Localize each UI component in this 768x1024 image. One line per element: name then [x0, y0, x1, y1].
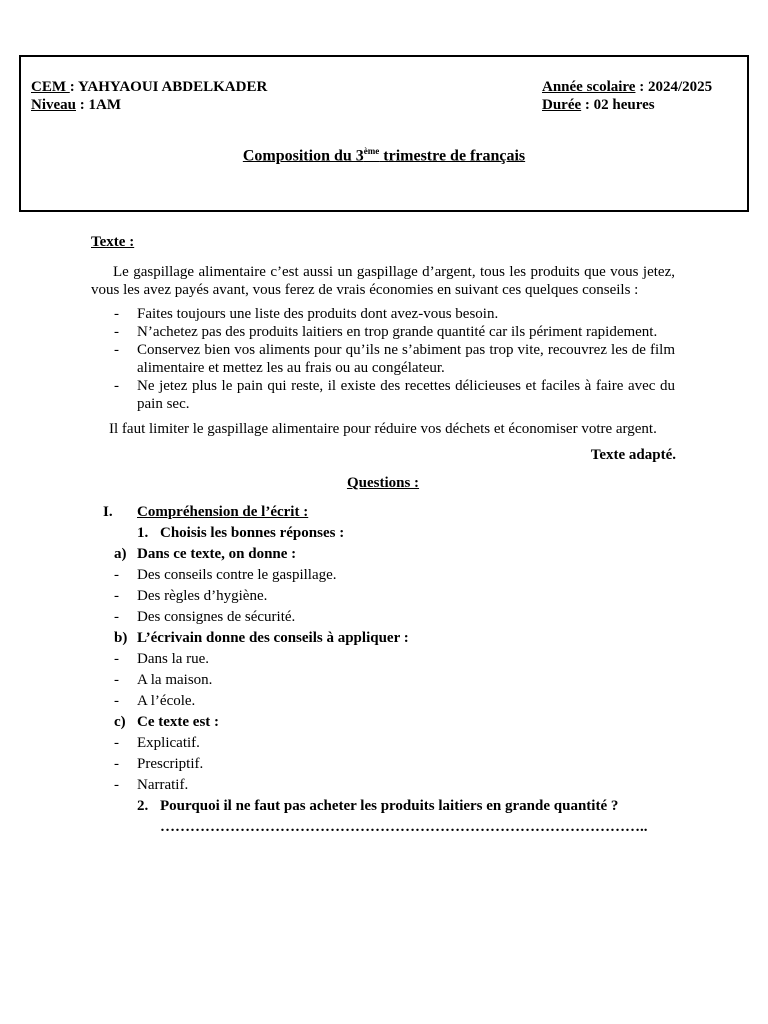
option-item: - Des consignes de sécurité. — [91, 607, 675, 628]
option-item: - A l’école. — [91, 691, 675, 712]
list-item: - Ne jetez plus le pain qui reste, il existe des recettes délicieuses et faciles à faire avec du pain sec. — [91, 377, 675, 413]
option-text: Prescriptif. — [137, 756, 204, 772]
list-item: - N’achetez pas des produits laitiers en trop grande quantité car ils périment rapidement. — [91, 323, 675, 341]
option-item: - Des règles d’hygiène. — [91, 586, 675, 607]
niveau-line — [31, 96, 267, 114]
texte-label: Texte : — [91, 234, 135, 250]
duree-label: Durée — [542, 97, 582, 113]
option-item: - Dans la rue. — [91, 649, 675, 670]
q1-number: 1. — [137, 525, 149, 541]
header-right — [542, 78, 712, 114]
option-text: Des consignes de sécurité. — [137, 609, 296, 625]
option-item: - Prescriptif. — [91, 754, 675, 775]
q2-text: Pourquoi il ne faut pas acheter les produits laitiers en grande quantité ? — [160, 798, 619, 814]
annee-line — [542, 78, 712, 96]
section-number: I. — [103, 504, 113, 520]
option-text: A l’école. — [137, 693, 196, 709]
header-left — [31, 78, 267, 114]
duree-line — [542, 96, 712, 114]
a-letter: a) — [114, 546, 127, 562]
annee-label: Année scolaire — [542, 79, 636, 95]
title-after: trimestre de français — [379, 147, 526, 165]
option-text: Des règles d’hygiène. — [137, 588, 268, 604]
q2-heading — [91, 796, 675, 817]
main-content — [91, 233, 675, 838]
q1-text: Choisis les bonnes réponses : — [160, 525, 345, 541]
section-title: Compréhension de l’écrit : — [137, 504, 309, 520]
duree-value: : 02 heures — [581, 97, 655, 113]
conseils-list — [91, 305, 675, 413]
sub-question-c — [91, 712, 675, 733]
header-box — [19, 55, 749, 212]
section-heading — [91, 502, 675, 523]
c-letter: c) — [114, 714, 126, 730]
option-text: Dans la rue. — [137, 651, 210, 667]
c-text: Ce texte est : — [137, 714, 220, 730]
option-item: - Narratif. — [91, 775, 675, 796]
option-item: - Explicatif. — [91, 733, 675, 754]
list-item: - Conservez bien vos aliments pour qu’ils ne s’abiment pas trop vite, recouvrez les de film alimentaire et mettez les au frais ou au congélateur. — [91, 341, 675, 377]
a-text: Dans ce texte, on donne : — [137, 546, 297, 562]
texte-intro: Le gaspillage alimentaire c’est aussi un gaspillage d’argent, tous les produits que vous jetez, vous les avez payés avant, vous ferez de vrais économies en suivant ces quelques conseils : — [91, 264, 675, 298]
texte-source: Texte adapté. — [590, 447, 676, 463]
q2-number: 2. — [137, 798, 149, 814]
q1-heading — [91, 523, 675, 544]
annee-value: : 2024/2025 — [635, 79, 713, 95]
page-title — [21, 146, 747, 165]
title-sup: ème — [363, 146, 380, 156]
cem-line — [31, 78, 267, 96]
niveau-value: : 1AM — [76, 97, 121, 113]
b-text: L’écrivain donne des conseils à appliquer : — [137, 630, 409, 646]
option-item: - A la maison. — [91, 670, 675, 691]
title-before: Composition du 3 — [242, 147, 364, 165]
b-letter: b) — [114, 630, 128, 646]
option-text: A la maison. — [137, 672, 213, 688]
option-text: Explicatif. — [137, 735, 200, 751]
option-item: - Des conseils contre le gaspillage. — [91, 565, 675, 586]
niveau-label: Niveau — [31, 97, 76, 113]
list-item: - Faites toujours une liste des produits dont avez-vous besoin. — [91, 305, 675, 323]
texte-conclusion: Il faut limiter le gaspillage alimentaire pour réduire vos déchets et économiser votre argent. — [109, 421, 657, 437]
q2-answer-dots: …………………………………………………………………………………….. — [160, 819, 648, 835]
sub-question-b — [91, 628, 675, 649]
sub-question-a — [91, 544, 675, 565]
answer-line — [91, 817, 675, 838]
questions-title: Questions : — [346, 475, 420, 491]
option-text: Narratif. — [137, 777, 189, 793]
option-text: Des conseils contre le gaspillage. — [137, 567, 337, 583]
cem-label: CEM — [31, 79, 70, 95]
cem-value: : YAHYAOUI ABDELKADER — [69, 79, 268, 95]
